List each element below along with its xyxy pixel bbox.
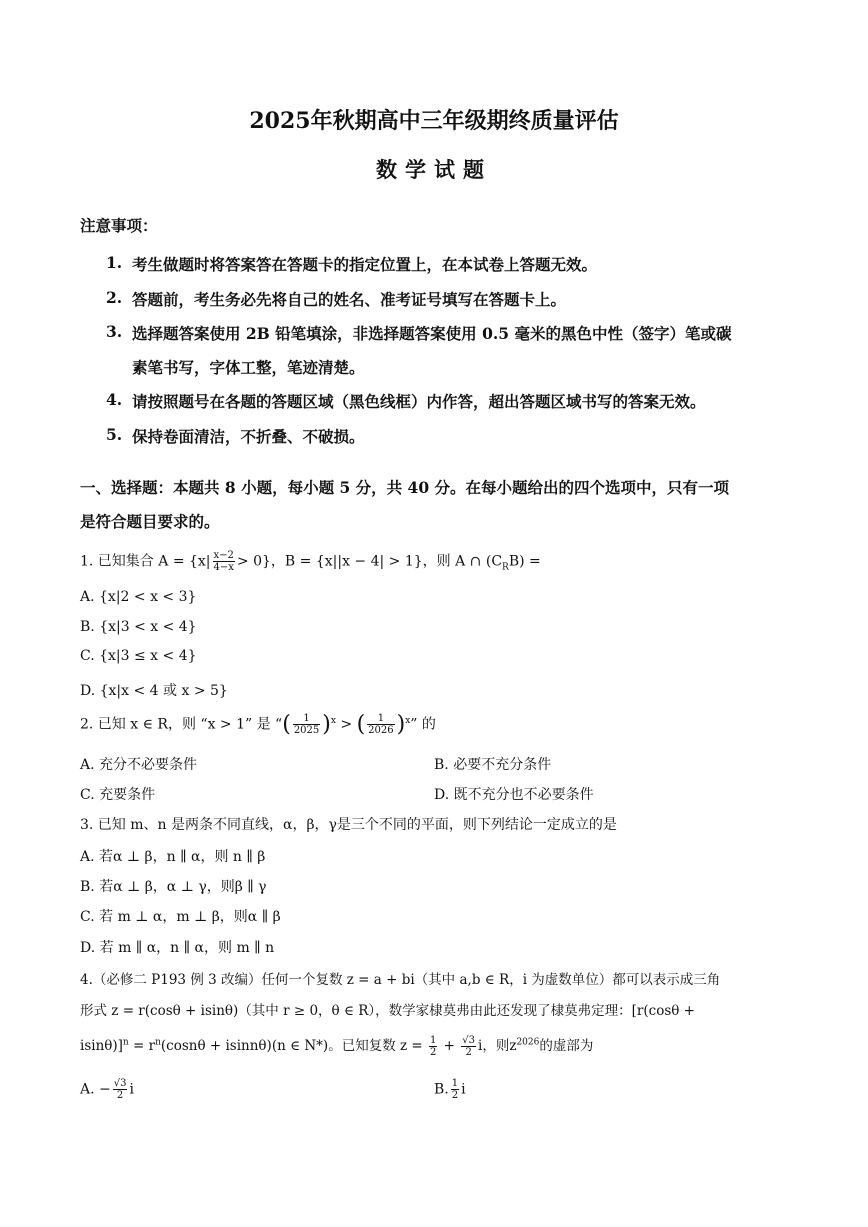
q4-part: i，则z [478, 1038, 517, 1054]
subject-title: 数学试题 [376, 157, 492, 182]
q2-frac1-num: 1 [293, 713, 320, 725]
q4-optb-post: i [461, 1081, 466, 1098]
q2-gt: > [335, 716, 357, 733]
q1-frac-num: x−2 [213, 550, 234, 561]
q1-mid: ，B = {x||x − 4| > 1}，则 A ∩ (C [270, 553, 503, 570]
notice-item-num: 4. [106, 390, 123, 409]
exam-title: 2025年秋期高中三年级期终质量评估 [249, 108, 619, 134]
question-2-stem [80, 712, 436, 737]
q4-option-b [434, 1078, 466, 1101]
notice-item-text-cont: 素笔书写，字体工整，笔迹清楚。 [132, 358, 365, 377]
q1-pre: 1. 已知集合 A = [80, 553, 189, 570]
q4-sup: n [155, 1037, 161, 1048]
notice-heading: 注意事项： [80, 216, 158, 235]
section-heading-cont: 是符合题目要求的。 [80, 512, 220, 531]
notice-item-text: 请按照题号在各题的答题区域（黑色线框）内作答，超出答题区域书写的答案无效。 [132, 392, 706, 411]
notice-item-num: 5. [106, 425, 123, 444]
q2-fraction-1 [293, 713, 320, 736]
q4-sup: n [122, 1037, 129, 1048]
notice-item-num: 2. [106, 288, 123, 307]
q2-frac2-den: 2026 [368, 725, 394, 736]
q3-option-c: C. 若 m ⊥ α，m ⊥ β，则α ∥ β [80, 909, 281, 925]
question-4-line1: 4.（必修二 P193 例 3 改编）任何一个复数 z = a + bi（其中 a,b ∈ R，i 为虚数单位）都可以表示成三角 [80, 972, 721, 988]
notice-item-text: 考生做题时将答案答在答题卡的指定位置上，在本试卷上答题无效。 [132, 255, 598, 274]
q1-frac-den: 4−x [213, 562, 234, 573]
q1-set-a-left: {x| [189, 553, 211, 570]
q4-part: isinθ)] [80, 1038, 123, 1054]
q4-opta-num: √3 [113, 1078, 127, 1089]
q4-half-fraction [429, 1035, 437, 1058]
q3-option-d: D. 若 m ∥ α，n ∥ α，则 m ∥ n [80, 940, 275, 956]
q1-option-c: C. {x|3 ≤ x < 4} [80, 648, 197, 664]
q4-part: = r [128, 1038, 156, 1054]
q2-paren: ( [356, 712, 366, 737]
q2-exp: x [330, 715, 336, 726]
q2-option-c: C. 充要条件 [80, 787, 156, 803]
q2-paren: ( [282, 712, 291, 737]
q4-opta-fraction [113, 1078, 128, 1101]
notice-item-text: 答题前，考生务必先将自己的姓名、准考证号填写在答题卡上。 [132, 290, 567, 309]
q1-option-d: D. {x|x < 4 或 x > 5} [80, 683, 228, 699]
q4-optb-fraction [451, 1078, 459, 1101]
question-4-line2: 形式 z = r(cosθ + isinθ)（其中 r ≥ 0，θ ∈ R），数学家棣莫弗由此还发现了棣莫弗定理：[r(cosθ + [80, 1003, 695, 1019]
q4-root-den: 2 [465, 1047, 472, 1058]
q1-set-a-right: > 0} [236, 553, 271, 570]
q4-half-den: 2 [430, 1047, 437, 1058]
q4-opta-post: i [129, 1081, 134, 1098]
q4-root-fraction [461, 1035, 476, 1058]
notice-item-text: 选择题答案使用 2B 铅笔填涂，非选择题答案使用 0.5 毫米的黑色中性（签字）笔或碳 [132, 324, 732, 343]
q3-option-a: A. 若α ⊥ β，n ∥ α，则 n ∥ β [80, 849, 266, 865]
q2-fraction-2 [367, 713, 394, 736]
section-heading: 一、选择题：本题共 8 小题，每小题 5 分，共 40 分。在每小题给出的四个选项中，只有一项 [80, 478, 730, 497]
q2-frac2-num: 1 [367, 713, 394, 725]
q4-optb-pre: B. [434, 1081, 449, 1098]
q1-option-b: B. {x|3 < x < 4} [80, 619, 197, 635]
q1-fraction [213, 550, 235, 573]
q4-part: 的虚部为 [539, 1038, 594, 1054]
notice-item-num: 1. [106, 253, 123, 272]
q2-frac1-den: 2025 [293, 725, 320, 736]
q2-option-b: B. 必要不充分条件 [434, 757, 552, 773]
q2-option-d: D. 既不充分也不必要条件 [434, 787, 594, 803]
q1-end: B) = [508, 553, 541, 570]
q4-option-a [80, 1078, 134, 1101]
q1-sub: R [502, 562, 509, 573]
question-3-stem: 3. 已知 m、n 是两条不同直线，α，β，γ是三个不同的平面，则下列结论一定成立的是 [80, 817, 617, 833]
q2-exp: x [405, 715, 411, 726]
q2-end: ” 的 [410, 716, 436, 733]
q4-opta-pre: A. − [80, 1081, 111, 1098]
q4-plus: + [439, 1038, 460, 1054]
q4-part: (cosnθ + isinnθ)(n ∈ N*)。已知复数 z = [160, 1038, 427, 1054]
q2-paren: ) [322, 712, 331, 737]
q2-pre: 2. 已知 x ∈ R，则 “x > 1” 是 “ [80, 716, 283, 733]
q4-optb-num: 1 [451, 1078, 459, 1089]
question-4-line3 [80, 1034, 593, 1058]
q4-sup: 2026 [516, 1037, 540, 1048]
q2-option-a: A. 充分不必要条件 [80, 757, 198, 773]
q1-option-a: A. {x|2 < x < 3} [80, 589, 197, 605]
q4-root-num: √3 [462, 1035, 476, 1046]
q4-half-num: 1 [430, 1035, 437, 1046]
question-1-stem [80, 550, 541, 573]
notice-item-num: 3. [106, 322, 123, 341]
q3-option-b: B. 若α ⊥ β，α ⊥ γ，则β ∥ γ [80, 879, 267, 895]
q4-opta-den: 2 [116, 1090, 124, 1101]
q4-optb-den: 2 [451, 1090, 459, 1101]
notice-item-text: 保持卷面清洁，不折叠、不破损。 [132, 427, 365, 446]
q2-paren: ) [396, 712, 406, 737]
